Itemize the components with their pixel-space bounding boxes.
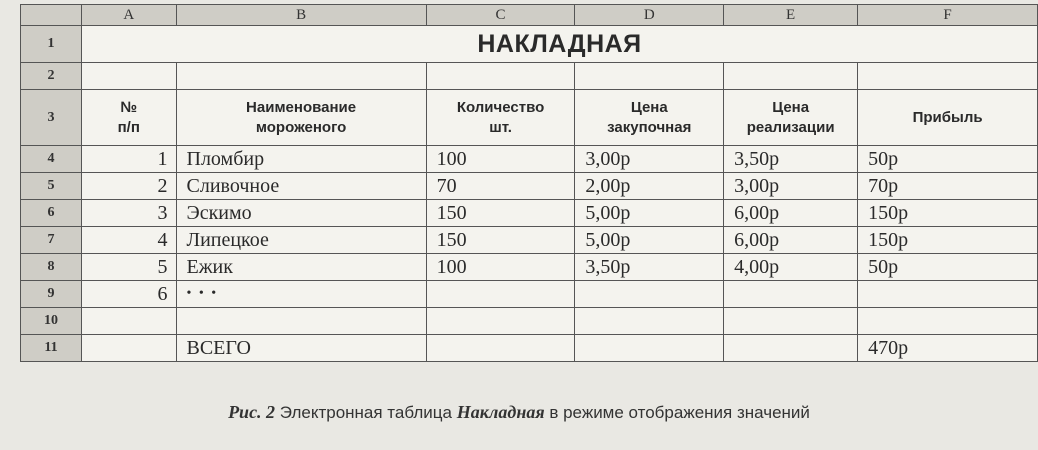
cell-e10[interactable] bbox=[724, 308, 858, 335]
cell-e11[interactable] bbox=[724, 335, 858, 362]
item-number[interactable]: 5 bbox=[82, 254, 176, 281]
caption-figure-number: Рис. 2 bbox=[228, 402, 276, 422]
header-buy-price-line2: закупочная bbox=[607, 118, 692, 136]
item-name[interactable]: Ежик bbox=[176, 254, 426, 281]
row-header-2[interactable]: 2 bbox=[21, 63, 82, 90]
item-sell-price[interactable]: 6,00р bbox=[724, 200, 858, 227]
cell-a11[interactable] bbox=[82, 335, 176, 362]
item-profit[interactable]: 50р bbox=[858, 146, 1038, 173]
item-number[interactable]: 6 bbox=[82, 281, 176, 308]
header-quantity[interactable] bbox=[426, 90, 575, 146]
caption-text-1: Электронная таблица bbox=[279, 403, 452, 422]
item-number[interactable]: 4 bbox=[82, 227, 176, 254]
item-buy-price[interactable]: 3,50р bbox=[575, 254, 724, 281]
header-name-line2: мороженого bbox=[255, 118, 347, 136]
item-buy-price[interactable]: 3,00р bbox=[575, 146, 724, 173]
col-header-e[interactable]: E bbox=[724, 5, 858, 26]
item-buy-price[interactable]: 2,00р bbox=[575, 173, 724, 200]
row-header-3[interactable]: 3 bbox=[21, 90, 82, 146]
header-number[interactable] bbox=[82, 90, 176, 146]
row-header-11[interactable]: 11 bbox=[21, 335, 82, 362]
item-buy-price[interactable]: 5,00р bbox=[575, 227, 724, 254]
item-sell-price[interactable]: 4,00р bbox=[724, 254, 858, 281]
item-name-ellipsis[interactable]: • • • bbox=[176, 281, 426, 308]
item-name[interactable]: Сливочное bbox=[176, 173, 426, 200]
col-header-c[interactable]: C bbox=[426, 5, 575, 26]
item-profit[interactable] bbox=[858, 281, 1038, 308]
header-buy-price-line1: Цена bbox=[630, 98, 668, 116]
col-header-b[interactable]: B bbox=[176, 5, 426, 26]
cell-c10[interactable] bbox=[426, 308, 575, 335]
header-profit-line1: Прибыль bbox=[912, 108, 983, 126]
header-buy-price[interactable] bbox=[575, 90, 724, 146]
item-profit[interactable]: 50р bbox=[858, 254, 1038, 281]
cell-b2[interactable] bbox=[176, 63, 426, 90]
item-quantity[interactable]: 150 bbox=[426, 200, 575, 227]
cell-f2[interactable] bbox=[858, 63, 1038, 90]
item-profit[interactable]: 70р bbox=[858, 173, 1038, 200]
header-sell-price[interactable] bbox=[724, 90, 858, 146]
header-sell-price-line2: реализации bbox=[746, 118, 835, 136]
invoice-title[interactable]: НАКЛАДНАЯ bbox=[82, 26, 1038, 63]
header-quantity-line1: Количество bbox=[456, 98, 545, 116]
cell-c2[interactable] bbox=[426, 63, 575, 90]
row-header-9[interactable]: 9 bbox=[21, 281, 82, 308]
header-sell-price-line1: Цена bbox=[772, 98, 810, 116]
header-quantity-line2: шт. bbox=[489, 118, 512, 136]
spreadsheet-grid bbox=[20, 4, 1038, 362]
cell-b10[interactable] bbox=[176, 308, 426, 335]
cell-e2[interactable] bbox=[724, 63, 858, 90]
item-sell-price[interactable]: 3,00р bbox=[724, 173, 858, 200]
cell-d10[interactable] bbox=[575, 308, 724, 335]
item-number[interactable]: 2 bbox=[82, 173, 176, 200]
cell-c11[interactable] bbox=[426, 335, 575, 362]
item-number[interactable]: 3 bbox=[82, 200, 176, 227]
item-sell-price[interactable] bbox=[724, 281, 858, 308]
figure-caption bbox=[0, 402, 1038, 423]
header-name[interactable] bbox=[176, 90, 426, 146]
total-label[interactable]: ВСЕГО bbox=[176, 335, 426, 362]
item-buy-price[interactable]: 5,00р bbox=[575, 200, 724, 227]
header-profit[interactable] bbox=[858, 90, 1038, 146]
row-header-10[interactable]: 10 bbox=[21, 308, 82, 335]
cell-d2[interactable] bbox=[575, 63, 724, 90]
row-header-5[interactable]: 5 bbox=[21, 173, 82, 200]
header-number-line2: п/п bbox=[117, 118, 140, 136]
total-profit[interactable]: 470р bbox=[858, 335, 1038, 362]
corner-cell[interactable] bbox=[21, 5, 82, 26]
item-number[interactable]: 1 bbox=[82, 146, 176, 173]
row-header-4[interactable]: 4 bbox=[21, 146, 82, 173]
item-name[interactable]: Эскимо bbox=[176, 200, 426, 227]
caption-table-name: Накладная bbox=[456, 402, 545, 422]
item-quantity[interactable]: 70 bbox=[426, 173, 575, 200]
item-sell-price[interactable]: 6,00р bbox=[724, 227, 858, 254]
item-quantity[interactable]: 100 bbox=[426, 146, 575, 173]
item-profit[interactable]: 150р bbox=[858, 227, 1038, 254]
item-buy-price[interactable] bbox=[575, 281, 724, 308]
cell-a10[interactable] bbox=[82, 308, 176, 335]
header-number-line1: № bbox=[120, 98, 138, 116]
caption-text-2: в режиме отображения значений bbox=[549, 403, 810, 422]
row-header-1[interactable]: 1 bbox=[21, 26, 82, 63]
row-header-7[interactable]: 7 bbox=[21, 227, 82, 254]
cell-d11[interactable] bbox=[575, 335, 724, 362]
item-quantity[interactable]: 150 bbox=[426, 227, 575, 254]
row-header-8[interactable]: 8 bbox=[21, 254, 82, 281]
item-profit[interactable]: 150р bbox=[858, 200, 1038, 227]
cell-f10[interactable] bbox=[858, 308, 1038, 335]
cell-a2[interactable] bbox=[82, 63, 176, 90]
item-quantity[interactable] bbox=[426, 281, 575, 308]
item-quantity[interactable]: 100 bbox=[426, 254, 575, 281]
col-header-f[interactable]: F bbox=[858, 5, 1038, 26]
row-header-6[interactable]: 6 bbox=[21, 200, 82, 227]
header-name-line1: Наименование bbox=[246, 98, 357, 116]
col-header-a[interactable]: A bbox=[82, 5, 176, 26]
item-sell-price[interactable]: 3,50р bbox=[724, 146, 858, 173]
col-header-d[interactable]: D bbox=[575, 5, 724, 26]
item-name[interactable]: Пломбир bbox=[176, 146, 426, 173]
item-name[interactable]: Липецкое bbox=[176, 227, 426, 254]
